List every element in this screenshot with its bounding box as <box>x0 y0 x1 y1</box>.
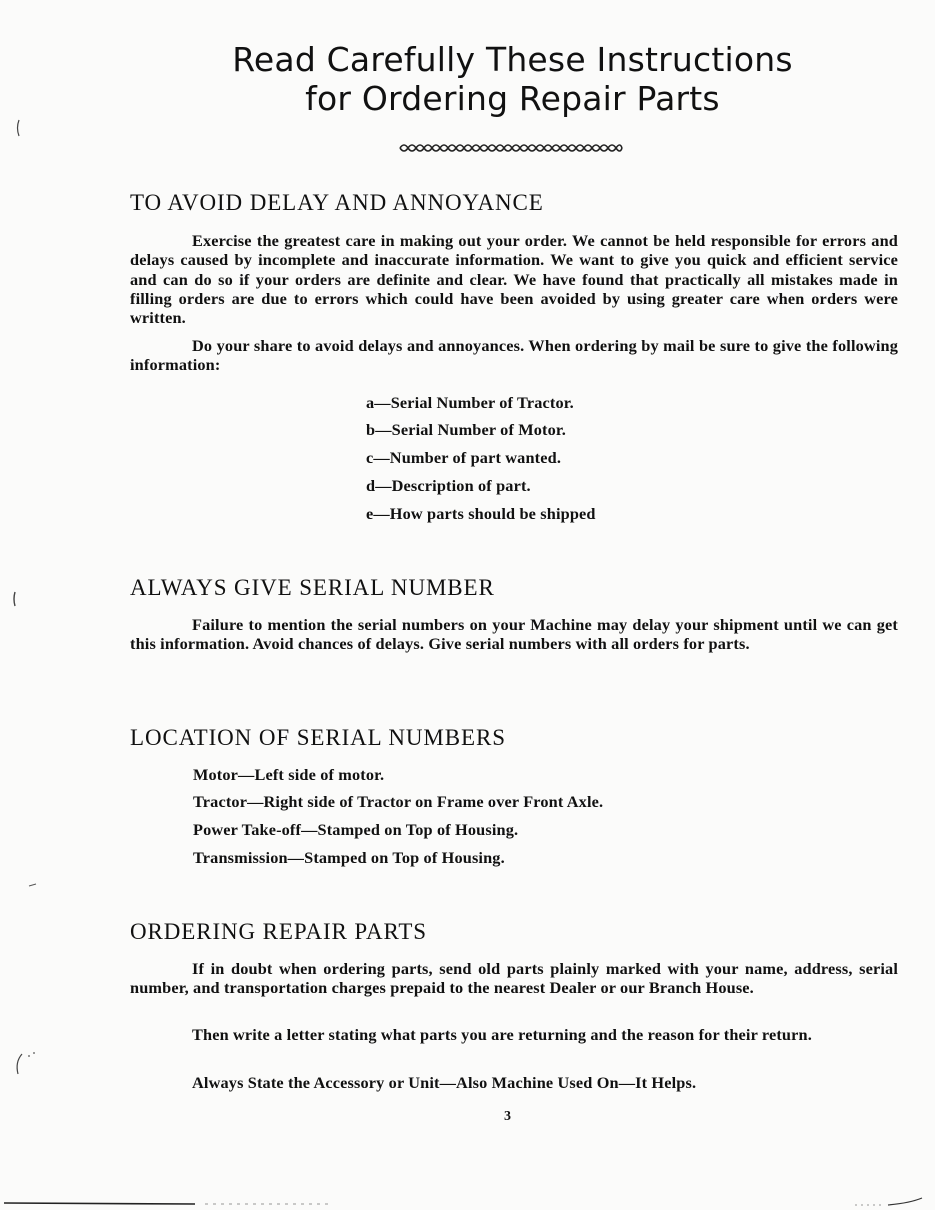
location-list-item: Tractor—Right side of Tractor on Frame over Front Axle. <box>193 792 604 811</box>
heading-serial-number: ALWAYS GIVE SERIAL NUMBER <box>130 575 495 600</box>
decorative-rope-divider <box>398 141 624 155</box>
paragraph-care-in-ordering: Exercise the greatest care in making out your order. We cannot be held responsible for errors and delays caused by incomplete and inaccurate information. We want to give you quick and efficient service and can do so if your orders are definite and clear. We have found that practically all mistakes made in filling orders are due to errors which could have been avoided by using greater care when orders were written. <box>130 231 898 328</box>
info-list-item: a—Serial Number of Tractor. <box>366 393 574 412</box>
location-list-item: Motor—Left side of motor. <box>193 765 385 784</box>
title-line-2: for Ordering Repair Parts <box>305 79 720 118</box>
paragraph-give-information: Do your share to avoid delays and annoyances. When ordering by mail be sure to give the following information: <box>130 336 898 375</box>
info-list-item: e—How parts should be shipped <box>366 504 596 523</box>
page-title <box>140 40 885 118</box>
margin-scan-mark <box>10 590 18 608</box>
location-list-item: Power Take-off—Stamped on Top of Housing. <box>193 820 519 839</box>
info-list-item: d—Description of part. <box>366 476 531 495</box>
info-list-item: b—Serial Number of Motor. <box>366 420 567 439</box>
heading-ordering-repair-parts: ORDERING REPAIR PARTS <box>130 919 427 944</box>
heading-avoid-delay: TO AVOID DELAY AND ANNOYANCE <box>130 190 544 215</box>
paragraph-serial-number: Failure to mention the serial numbers on your Machine may delay your shipment until we can get this information. Avoid chances of delays. Give serial numbers with all orders for parts. <box>130 615 898 654</box>
title-line-1: Read Carefully These Instructions <box>232 40 793 79</box>
paragraph-state-accessory: Always State the Accessory or Unit—Also Machine Used On—It Helps. <box>192 1073 697 1092</box>
page-number: 3 <box>504 1109 511 1124</box>
bottom-scan-line <box>0 1197 935 1209</box>
margin-scan-mark <box>14 118 22 138</box>
margin-scan-mark <box>28 882 38 888</box>
info-list-item: c—Number of part wanted. <box>366 448 562 467</box>
heading-serial-location: LOCATION OF SERIAL NUMBERS <box>130 725 506 750</box>
paragraph-write-letter: Then write a letter stating what parts you are returning and the reason for their return. <box>192 1025 812 1044</box>
margin-scan-mark <box>12 1050 40 1076</box>
location-list-item: Transmission—Stamped on Top of Housing. <box>193 848 505 867</box>
paragraph-send-old-parts: If in doubt when ordering parts, send old parts plainly marked with your name, address, serial number, and transportation charges prepaid to the nearest Dealer or our Branch House. <box>130 959 898 998</box>
